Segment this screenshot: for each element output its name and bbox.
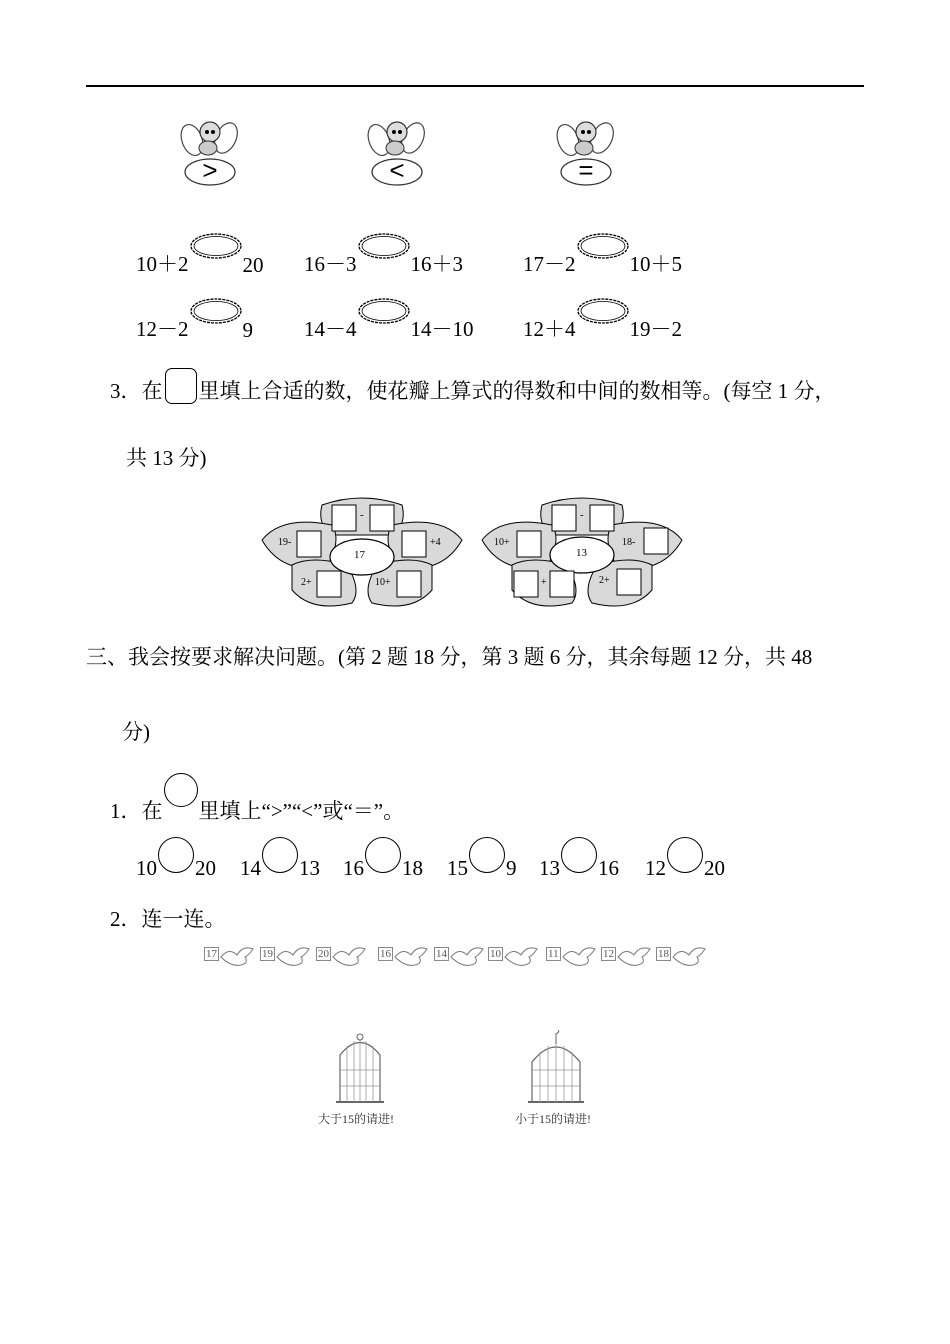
bee-symbol: > [202,155,218,185]
q1-pair [343,845,423,881]
bird-number: 18 [658,948,669,960]
cage-caption: 小于15的请进! [515,1112,591,1126]
bird-icon [393,941,431,971]
pair-a: 13 [539,856,560,880]
bee-equal [546,112,626,192]
petal-right: +4 [430,537,441,548]
bird-icon [219,941,257,971]
pair-a: 16 [343,856,364,880]
left-expr: 17－2 [523,252,576,276]
petal-left: 19- [278,537,292,548]
left-expr: 12＋4 [523,317,576,341]
pair-a: 14 [240,856,261,880]
bird[interactable] [203,941,257,971]
answer-oval[interactable] [189,232,243,260]
compare-item [136,309,253,343]
left-expr: 14－4 [304,317,357,341]
pair-b: 9 [506,856,517,880]
q3-line2: 共 13 分) [126,446,207,470]
bird[interactable] [600,941,654,971]
bird-icon [449,941,487,971]
answer-oval[interactable] [357,232,411,260]
answer-circle[interactable] [158,837,194,873]
bird[interactable] [315,941,369,971]
bird[interactable] [259,941,313,971]
right-expr: 16＋3 [410,252,463,276]
petal-top-op: - [580,509,584,521]
bee-less [357,112,437,192]
answer-oval[interactable] [576,232,630,260]
right-expr: 20 [242,253,264,277]
bird-number: 12 [603,948,614,960]
petal-right: 18- [622,537,636,548]
q3-line1 [110,368,836,405]
answer-oval[interactable] [576,297,630,325]
bird[interactable] [545,941,599,971]
left-expr: 12－2 [136,317,189,341]
bird-number: 10 [490,948,501,960]
bird-number: 20 [318,948,329,960]
pair-b: 20 [704,856,725,880]
top-rule [86,85,864,87]
bird[interactable] [487,941,541,971]
q1-pair [240,845,320,881]
bird-number: 16 [380,948,391,960]
compare-item [136,244,264,278]
flower-2 [472,495,692,613]
answer-circle[interactable] [469,837,505,873]
bird-icon [331,941,369,971]
left-expr: 16－3 [304,252,357,276]
bird-number: 19 [262,948,273,960]
compare-item [304,244,463,278]
blank-circle [164,773,198,807]
bird-row [203,941,713,971]
q1-pair [136,845,216,881]
pair-a: 10 [136,856,157,880]
petal-bottom-left: 2+ [301,577,312,588]
answer-oval[interactable] [189,297,243,325]
bird-number: 14 [436,948,447,960]
cage-caption: 大于15的请进! [318,1112,394,1126]
answer-circle[interactable] [262,837,298,873]
right-expr: 10＋5 [629,252,682,276]
petal-bottom-mid: + [541,577,547,588]
bird-icon [561,941,599,971]
bee-symbol: = [578,155,594,185]
birdcage-greater[interactable] [330,1030,390,1105]
bird[interactable] [377,941,431,971]
section3-title: 三、我会按要求解决问题。(第 2 题 18 分，第 3 题 6 分，其余每题 12 分，共 48 [86,645,813,669]
q1-text: 里填上“>”“<”或“＝”。 [198,799,405,823]
right-expr: 19－2 [629,317,682,341]
petal-left: 10+ [494,537,510,548]
answer-circle[interactable] [561,837,597,873]
answer-oval[interactable] [357,297,411,325]
q1-line [110,782,404,825]
q3-number: 3．在 [110,379,163,403]
q1-pair [447,845,517,881]
pair-a: 15 [447,856,468,880]
section3-title-cont: 分) [122,720,150,744]
right-expr: 9 [242,318,253,342]
bird-number: 11 [548,948,559,960]
birdcage-icon [526,1030,586,1105]
pair-b: 18 [402,856,423,880]
pair-a: 12 [645,856,666,880]
petal-top-op: - [360,509,364,521]
bird-icon [503,941,541,971]
pair-b: 13 [299,856,320,880]
bird[interactable] [655,941,709,971]
q3-text: 里填上合适的数，使花瓣上算式的得数和中间的数相等。(每空 1 分， [198,379,836,403]
q1-pair [539,845,619,881]
bee-symbol: < [389,155,405,185]
compare-item [304,309,474,343]
bee-greater [170,112,250,192]
petal-bottom-right: 10+ [375,577,391,588]
compare-item [523,244,682,278]
bird-icon [616,941,654,971]
answer-circle[interactable] [365,837,401,873]
flower-1 [252,495,472,613]
bird-number: 17 [206,948,217,960]
q1-number: 1．在 [110,799,163,823]
pair-b: 16 [598,856,619,880]
birdcage-less[interactable] [526,1030,586,1105]
right-expr: 14－10 [410,317,474,341]
q2-title: 2．连一连。 [110,907,226,931]
bird[interactable] [433,941,487,971]
flower-center: 13 [576,547,587,559]
bird-icon [671,941,709,971]
birdcage-icon [330,1030,390,1105]
q1-pair [645,845,725,881]
left-expr: 10＋2 [136,252,189,276]
petal-bottom-right: 2+ [599,575,610,586]
bird-icon [275,941,313,971]
compare-item [523,309,682,343]
pair-b: 20 [195,856,216,880]
blank-square [165,368,197,404]
flower-center: 17 [354,549,365,561]
answer-circle[interactable] [667,837,703,873]
